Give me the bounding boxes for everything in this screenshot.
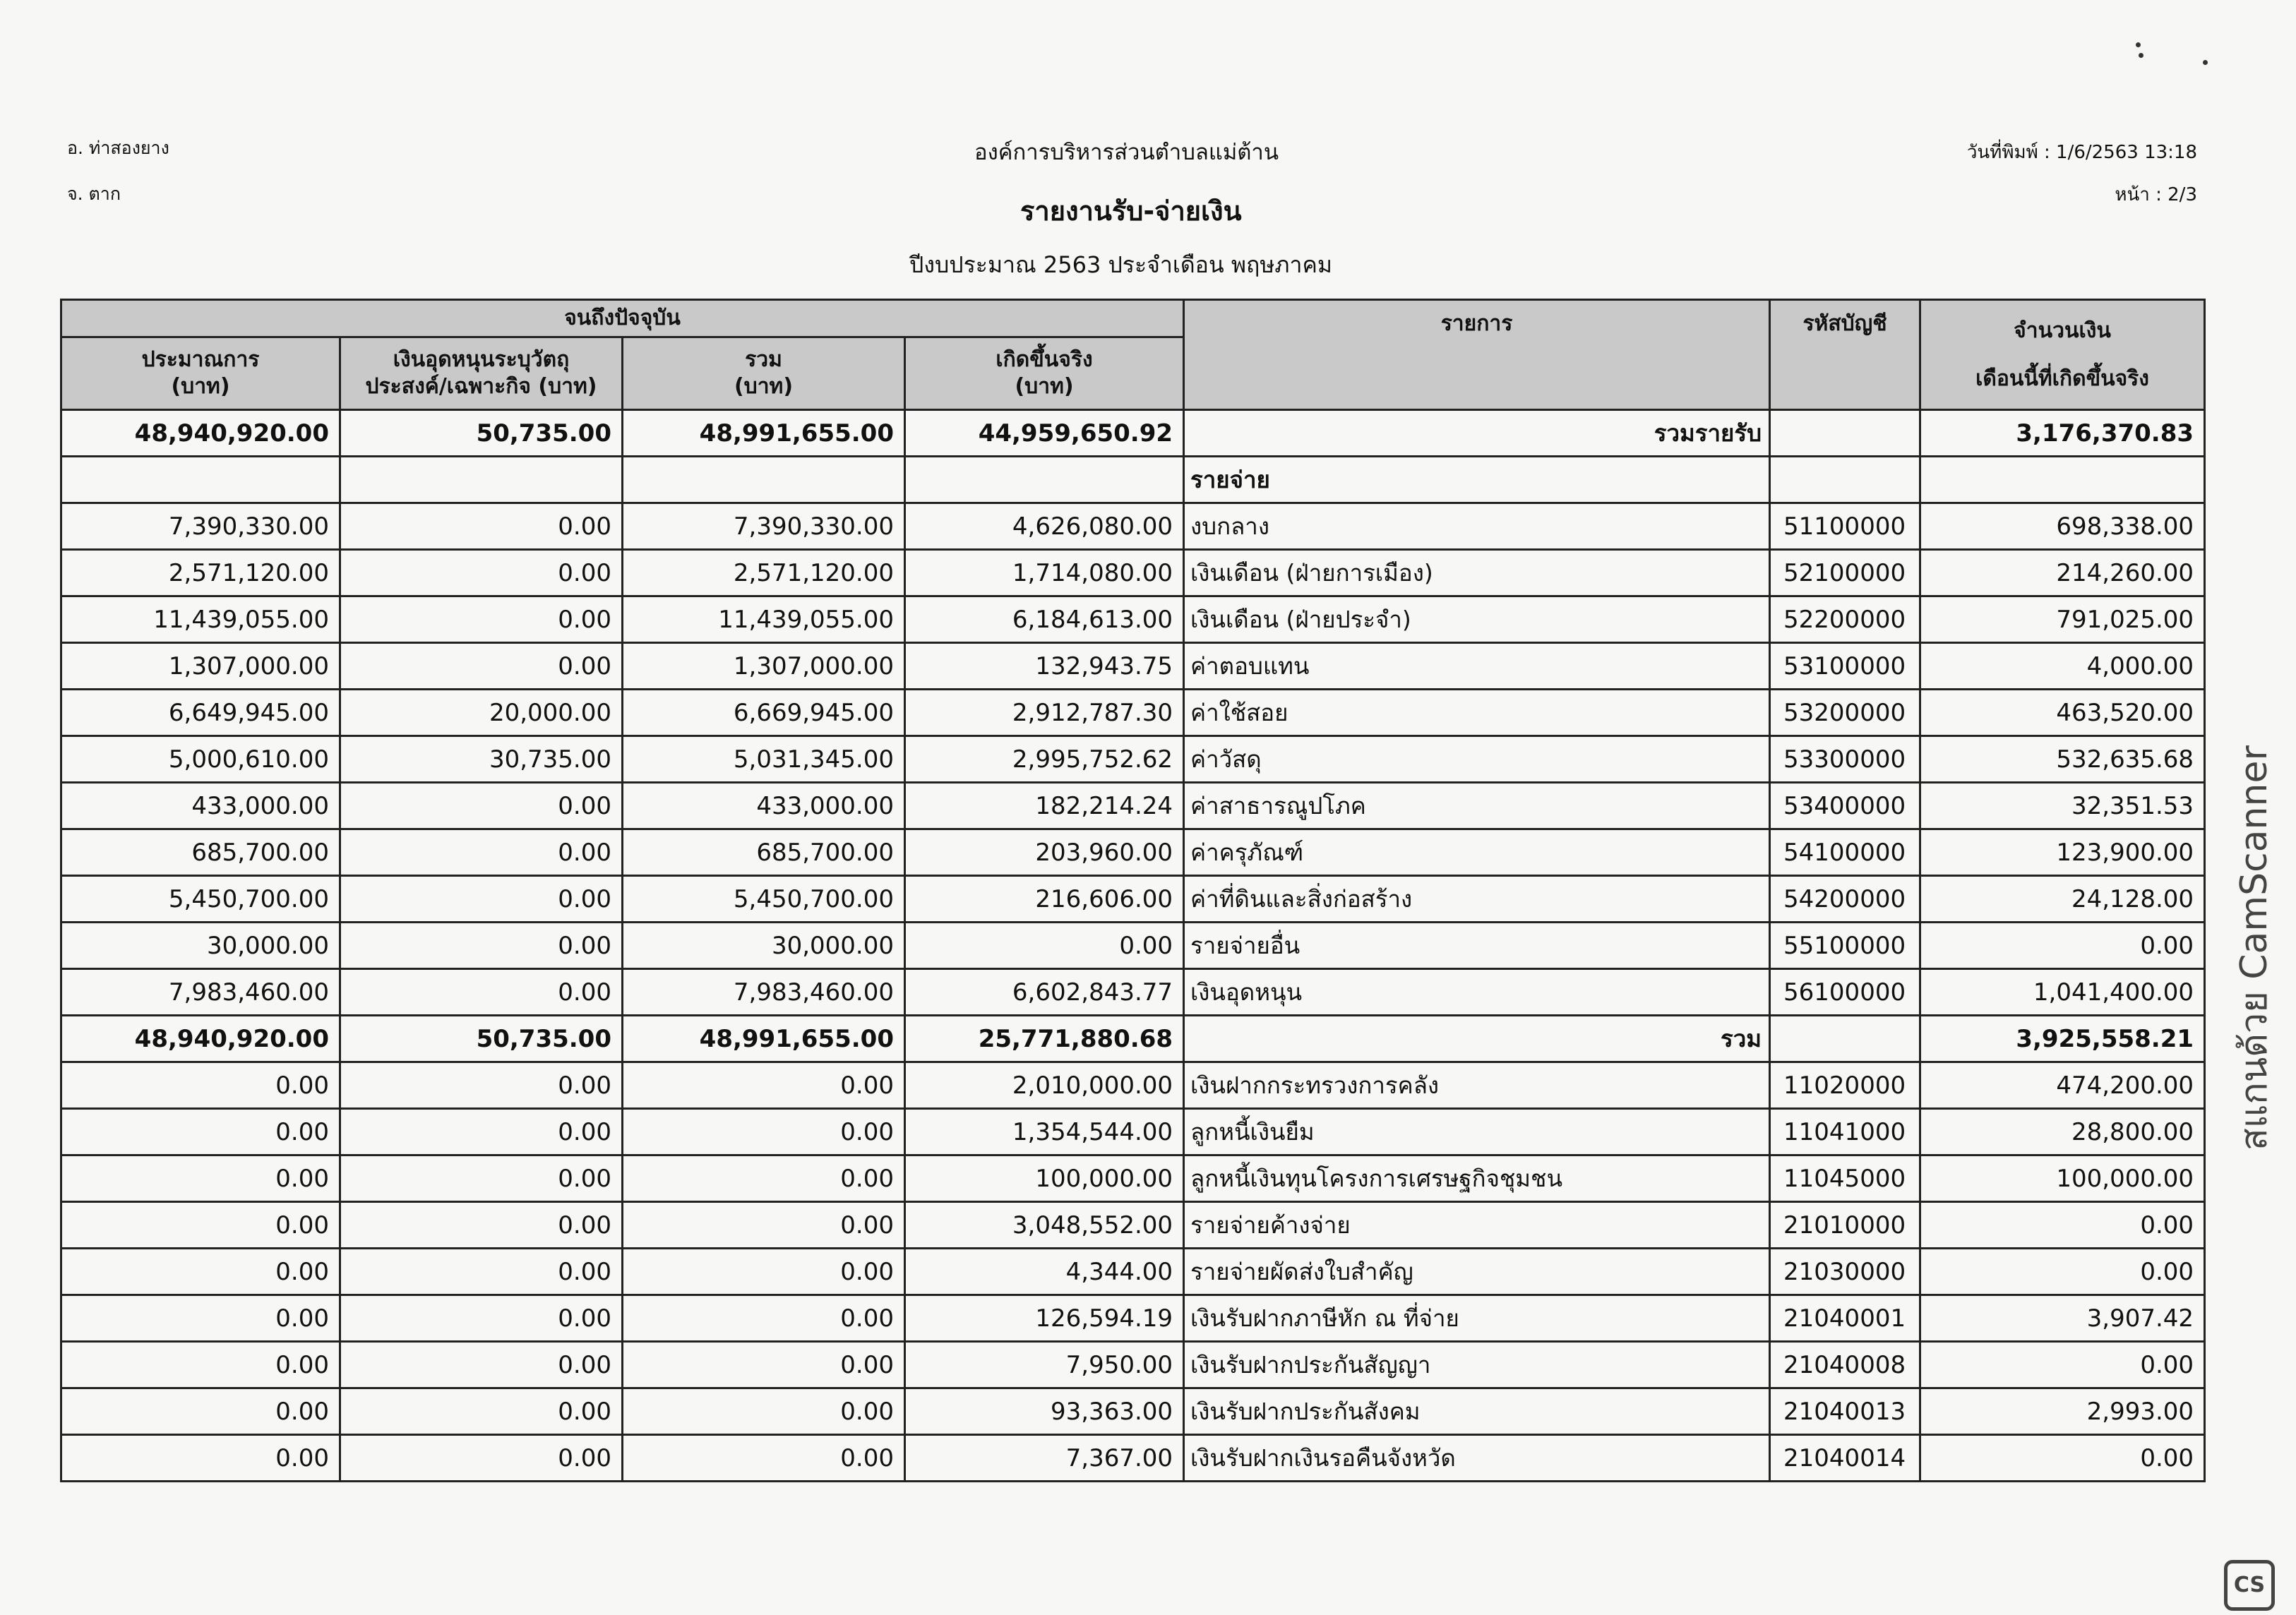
cell-code: 52200000 bbox=[1770, 596, 1920, 643]
cell-code: 53100000 bbox=[1770, 643, 1920, 690]
cell-month: 4,000.00 bbox=[1920, 643, 2205, 690]
cell-code bbox=[1770, 1016, 1920, 1062]
cell-item: ค่าตอบแทน bbox=[1184, 643, 1770, 690]
cell-subsidy: 0.00 bbox=[340, 1202, 623, 1249]
header-actual bbox=[905, 337, 1184, 410]
cell-estimate: 1,307,000.00 bbox=[61, 643, 340, 690]
cell-actual: 2,912,787.30 bbox=[905, 690, 1184, 736]
cell-total: 0.00 bbox=[623, 1435, 905, 1482]
cell-subsidy: 50,735.00 bbox=[340, 1016, 623, 1062]
cell-item: เงินรับฝากประกันสังคม bbox=[1184, 1388, 1770, 1435]
cell-total: 0.00 bbox=[623, 1249, 905, 1295]
cell-month: 0.00 bbox=[1920, 1249, 2205, 1295]
header-estimate bbox=[61, 337, 340, 410]
cell-subsidy: 0.00 bbox=[340, 1388, 623, 1435]
cell-estimate: 0.00 bbox=[61, 1062, 340, 1109]
cell-item: เงินอุดหนุน bbox=[1184, 969, 1770, 1016]
cell-actual: 4,344.00 bbox=[905, 1249, 1184, 1295]
header-account-code: รหัสบัญชี bbox=[1770, 300, 1920, 410]
cell-subsidy: 0.00 bbox=[340, 829, 623, 876]
cell-estimate: 0.00 bbox=[61, 1295, 340, 1342]
cell-estimate: 5,450,700.00 bbox=[61, 876, 340, 923]
other-row bbox=[61, 1249, 2205, 1295]
cell-item: เงินเดือน (ฝ่ายการเมือง) bbox=[1184, 550, 1770, 596]
cell-item: เงินรับฝากภาษีหัก ณ ที่จ่าย bbox=[1184, 1295, 1770, 1342]
cell-total: 685,700.00 bbox=[623, 829, 905, 876]
header-to-date: จนถึงปัจจุบัน bbox=[61, 300, 1184, 337]
cell-month: 463,520.00 bbox=[1920, 690, 2205, 736]
cell-actual: 100,000.00 bbox=[905, 1155, 1184, 1202]
cell-code: 52100000 bbox=[1770, 550, 1920, 596]
expense-heading: รายจ่าย bbox=[1184, 457, 1770, 503]
organization-name: องค์การบริหารส่วนตำบลแม่ต้าน bbox=[974, 140, 1279, 165]
cell-item: ค่าสาธารณูปโภค bbox=[1184, 783, 1770, 829]
cell-subsidy: 0.00 bbox=[340, 1109, 623, 1155]
cell-actual: 6,184,613.00 bbox=[905, 596, 1184, 643]
cell-item: เงินฝากกระทรวงการคลัง bbox=[1184, 1062, 1770, 1109]
camscanner-watermark: สแกนด้วย CamScanner bbox=[2233, 745, 2276, 1151]
cell-total: 6,669,945.00 bbox=[623, 690, 905, 736]
cell-month: 0.00 bbox=[1920, 1202, 2205, 1249]
header-amount-label: จำนวนเงิน bbox=[2014, 318, 2111, 343]
cell-subsidy: 0.00 bbox=[340, 1155, 623, 1202]
cell-estimate: 11,439,055.00 bbox=[61, 596, 340, 643]
cell-code: 53400000 bbox=[1770, 783, 1920, 829]
cell-total: 11,439,055.00 bbox=[623, 596, 905, 643]
cell-estimate: 0.00 bbox=[61, 1435, 340, 1482]
cell-code: 21040008 bbox=[1770, 1342, 1920, 1388]
header-item: รายการ bbox=[1184, 300, 1770, 410]
cell-month: 0.00 bbox=[1920, 1342, 2205, 1388]
cell-code: 21040001 bbox=[1770, 1295, 1920, 1342]
cell-actual: 6,602,843.77 bbox=[905, 969, 1184, 1016]
cell-total: 7,390,330.00 bbox=[623, 503, 905, 550]
cell-estimate: 48,940,920.00 bbox=[61, 410, 340, 457]
cell-actual: 132,943.75 bbox=[905, 643, 1184, 690]
header-subsidy bbox=[340, 337, 623, 410]
cell-subsidy: 0.00 bbox=[340, 550, 623, 596]
cell-code: 11041000 bbox=[1770, 1109, 1920, 1155]
cell-month: 698,338.00 bbox=[1920, 503, 2205, 550]
cell-code: 21040013 bbox=[1770, 1388, 1920, 1435]
header-total bbox=[623, 337, 905, 410]
cell-month: 791,025.00 bbox=[1920, 596, 2205, 643]
expense-row bbox=[61, 923, 2205, 969]
scan-speck bbox=[2136, 42, 2141, 47]
other-row bbox=[61, 1202, 2205, 1249]
cell-actual: 126,594.19 bbox=[905, 1295, 1184, 1342]
cell-month: 474,200.00 bbox=[1920, 1062, 2205, 1109]
scan-speck bbox=[2203, 60, 2208, 65]
cell-item: ค่าใช้สอย bbox=[1184, 690, 1770, 736]
expense-row bbox=[61, 736, 2205, 783]
cell-subsidy: 30,735.00 bbox=[340, 736, 623, 783]
cell-month: 3,925,558.21 bbox=[1920, 1016, 2205, 1062]
cell-actual: 1,354,544.00 bbox=[905, 1109, 1184, 1155]
header-actual-line1: เกิดขึ้นจริง bbox=[995, 347, 1093, 372]
cell-month: 28,800.00 bbox=[1920, 1109, 2205, 1155]
cell-empty bbox=[623, 457, 905, 503]
cell-actual: 2,010,000.00 bbox=[905, 1062, 1184, 1109]
cell-code: 11020000 bbox=[1770, 1062, 1920, 1109]
cell-subsidy: 0.00 bbox=[340, 876, 623, 923]
cell-month: 0.00 bbox=[1920, 923, 2205, 969]
cell-month: 214,260.00 bbox=[1920, 550, 2205, 596]
cell-actual: 3,048,552.00 bbox=[905, 1202, 1184, 1249]
cell-code: 21040014 bbox=[1770, 1435, 1920, 1482]
cell-total: 0.00 bbox=[623, 1155, 905, 1202]
camscanner-logo: CS bbox=[2224, 1560, 2275, 1611]
cell-total: 7,983,460.00 bbox=[623, 969, 905, 1016]
expense-row bbox=[61, 690, 2205, 736]
cell-item: ค่าครุภัณฑ์ bbox=[1184, 829, 1770, 876]
cell-estimate: 685,700.00 bbox=[61, 829, 340, 876]
cell-subsidy: 0.00 bbox=[340, 1249, 623, 1295]
report-title: รายงานรับ-จ่ายเงิน bbox=[1020, 196, 1242, 227]
cell-item: งบกลาง bbox=[1184, 503, 1770, 550]
cell-month: 24,128.00 bbox=[1920, 876, 2205, 923]
cell-total: 5,031,345.00 bbox=[623, 736, 905, 783]
expense-row bbox=[61, 876, 2205, 923]
province-label: จ. ตาก bbox=[67, 184, 121, 204]
header-total-line1: รวม bbox=[745, 347, 782, 372]
cell-estimate: 48,940,920.00 bbox=[61, 1016, 340, 1062]
income-total-row bbox=[61, 410, 2205, 457]
cell-month: 0.00 bbox=[1920, 1435, 2205, 1482]
cell-subsidy: 0.00 bbox=[340, 503, 623, 550]
cell-actual: 203,960.00 bbox=[905, 829, 1184, 876]
cell-month: 532,635.68 bbox=[1920, 736, 2205, 783]
cell-actual: 182,214.24 bbox=[905, 783, 1184, 829]
cell-empty bbox=[905, 457, 1184, 503]
header-estimate-line2: (บาท) bbox=[171, 374, 230, 399]
cell-estimate: 0.00 bbox=[61, 1202, 340, 1249]
cell-estimate: 0.00 bbox=[61, 1109, 340, 1155]
cell-total: 48,991,655.00 bbox=[623, 1016, 905, 1062]
district-label: อ. ท่าสองยาง bbox=[67, 138, 169, 158]
receipt-expense-table bbox=[60, 299, 2206, 1482]
cell-total: 0.00 bbox=[623, 1109, 905, 1155]
cell-total: 2,571,120.00 bbox=[623, 550, 905, 596]
scan-speck bbox=[2139, 53, 2143, 58]
cell-estimate: 6,649,945.00 bbox=[61, 690, 340, 736]
cell-subsidy: 0.00 bbox=[340, 969, 623, 1016]
cell-subsidy: 0.00 bbox=[340, 596, 623, 643]
cell-item: ค่าวัสดุ bbox=[1184, 736, 1770, 783]
cell-estimate: 0.00 bbox=[61, 1388, 340, 1435]
cell-empty bbox=[1920, 457, 2205, 503]
cell-month: 32,351.53 bbox=[1920, 783, 2205, 829]
page-number: หน้า : 2/3 bbox=[2115, 184, 2197, 205]
cell-total: 0.00 bbox=[623, 1388, 905, 1435]
expense-row bbox=[61, 783, 2205, 829]
cell-estimate: 433,000.00 bbox=[61, 783, 340, 829]
cell-estimate: 30,000.00 bbox=[61, 923, 340, 969]
cell-actual: 2,995,752.62 bbox=[905, 736, 1184, 783]
cell-subsidy: 0.00 bbox=[340, 1342, 623, 1388]
cell-total: 0.00 bbox=[623, 1062, 905, 1109]
report-subtitle: ปีงบประมาณ 2563 ประจำเดือน พฤษภาคม bbox=[909, 251, 1332, 278]
cell-subsidy: 20,000.00 bbox=[340, 690, 623, 736]
header-total-line2: (บาท) bbox=[734, 374, 794, 399]
cell-month: 123,900.00 bbox=[1920, 829, 2205, 876]
cell-subsidy: 0.00 bbox=[340, 1295, 623, 1342]
cell-estimate: 7,983,460.00 bbox=[61, 969, 340, 1016]
other-row bbox=[61, 1155, 2205, 1202]
cell-subsidy: 50,735.00 bbox=[340, 410, 623, 457]
cell-total: 0.00 bbox=[623, 1342, 905, 1388]
cell-estimate: 5,000,610.00 bbox=[61, 736, 340, 783]
cell-actual: 1,714,080.00 bbox=[905, 550, 1184, 596]
header-actual-line2: (บาท) bbox=[1015, 374, 1074, 399]
cell-total: 0.00 bbox=[623, 1202, 905, 1249]
cell-item: เงินเดือน (ฝ่ายประจำ) bbox=[1184, 596, 1770, 643]
cell-month: 3,176,370.83 bbox=[1920, 410, 2205, 457]
cell-estimate: 0.00 bbox=[61, 1342, 340, 1388]
cell-actual: 7,367.00 bbox=[905, 1435, 1184, 1482]
expense-row bbox=[61, 643, 2205, 690]
cell-item: รายจ่ายค้างจ่าย bbox=[1184, 1202, 1770, 1249]
cell-actual: 7,950.00 bbox=[905, 1342, 1184, 1388]
other-row bbox=[61, 1062, 2205, 1109]
cell-estimate: 0.00 bbox=[61, 1155, 340, 1202]
cell-item: ค่าที่ดินและสิ่งก่อสร้าง bbox=[1184, 876, 1770, 923]
cell-total: 1,307,000.00 bbox=[623, 643, 905, 690]
cell-month: 1,041,400.00 bbox=[1920, 969, 2205, 1016]
cell-estimate: 0.00 bbox=[61, 1249, 340, 1295]
expense-row bbox=[61, 503, 2205, 550]
cell-code: 56100000 bbox=[1770, 969, 1920, 1016]
other-row bbox=[61, 1295, 2205, 1342]
expense-row bbox=[61, 550, 2205, 596]
other-row bbox=[61, 1109, 2205, 1155]
cell-total: 433,000.00 bbox=[623, 783, 905, 829]
cell-code: 11045000 bbox=[1770, 1155, 1920, 1202]
expense-row bbox=[61, 969, 2205, 1016]
expense-total-row bbox=[61, 1016, 2205, 1062]
cell-month: 3,907.42 bbox=[1920, 1295, 2205, 1342]
cell-item: รวมรายรับ bbox=[1184, 410, 1770, 457]
header-month-actual: เดือนนี้ที่เกิดขึ้นจริง bbox=[1975, 366, 2149, 391]
cell-code: 54200000 bbox=[1770, 876, 1920, 923]
cell-subsidy: 0.00 bbox=[340, 783, 623, 829]
cell-item: รายจ่ายผัดส่งใบสำคัญ bbox=[1184, 1249, 1770, 1295]
cell-code bbox=[1770, 410, 1920, 457]
cell-empty bbox=[340, 457, 623, 503]
cell-item: ลูกหนี้เงินยืม bbox=[1184, 1109, 1770, 1155]
cell-code: 53200000 bbox=[1770, 690, 1920, 736]
cell-subsidy: 0.00 bbox=[340, 923, 623, 969]
cell-actual: 93,363.00 bbox=[905, 1388, 1184, 1435]
other-row bbox=[61, 1388, 2205, 1435]
cell-month: 2,993.00 bbox=[1920, 1388, 2205, 1435]
cell-empty bbox=[61, 457, 340, 503]
cell-estimate: 7,390,330.00 bbox=[61, 503, 340, 550]
cell-code: 21010000 bbox=[1770, 1202, 1920, 1249]
cell-empty bbox=[1770, 457, 1920, 503]
cell-actual: 4,626,080.00 bbox=[905, 503, 1184, 550]
header-amount bbox=[1920, 300, 2205, 410]
cell-actual: 44,959,650.92 bbox=[905, 410, 1184, 457]
expense-row bbox=[61, 829, 2205, 876]
cell-estimate: 2,571,120.00 bbox=[61, 550, 340, 596]
cell-actual: 0.00 bbox=[905, 923, 1184, 969]
expense-row bbox=[61, 596, 2205, 643]
cell-total: 0.00 bbox=[623, 1295, 905, 1342]
cell-subsidy: 0.00 bbox=[340, 1435, 623, 1482]
cell-item: ลูกหนี้เงินทุนโครงการเศรษฐกิจชุมชน bbox=[1184, 1155, 1770, 1202]
header-subsidy-line1: เงินอุดหนุนระบุวัตถุ bbox=[393, 347, 570, 372]
header-estimate-line1: ประมาณการ bbox=[141, 347, 260, 372]
cell-total: 30,000.00 bbox=[623, 923, 905, 969]
cell-total: 5,450,700.00 bbox=[623, 876, 905, 923]
cell-total: 48,991,655.00 bbox=[623, 410, 905, 457]
cell-subsidy: 0.00 bbox=[340, 1062, 623, 1109]
header-subsidy-line2: ประสงค์/เฉพาะกิจ (บาท) bbox=[365, 374, 597, 399]
cell-code: 55100000 bbox=[1770, 923, 1920, 969]
cell-month: 100,000.00 bbox=[1920, 1155, 2205, 1202]
cell-actual: 216,606.00 bbox=[905, 876, 1184, 923]
other-row bbox=[61, 1435, 2205, 1482]
cell-code: 21030000 bbox=[1770, 1249, 1920, 1295]
cell-item: เงินรับฝากประกันสัญญา bbox=[1184, 1342, 1770, 1388]
cell-code: 51100000 bbox=[1770, 503, 1920, 550]
cell-item: เงินรับฝากเงินรอคืนจังหวัด bbox=[1184, 1435, 1770, 1482]
expense-heading-row bbox=[61, 457, 2205, 503]
cell-item: รายจ่ายอื่น bbox=[1184, 923, 1770, 969]
cell-actual: 25,771,880.68 bbox=[905, 1016, 1184, 1062]
cell-code: 53300000 bbox=[1770, 736, 1920, 783]
cell-subsidy: 0.00 bbox=[340, 643, 623, 690]
print-date: วันที่พิมพ์ : 1/6/2563 13:18 bbox=[1966, 142, 2197, 163]
cell-code: 54100000 bbox=[1770, 829, 1920, 876]
other-row bbox=[61, 1342, 2205, 1388]
cell-item: รวม bbox=[1184, 1016, 1770, 1062]
